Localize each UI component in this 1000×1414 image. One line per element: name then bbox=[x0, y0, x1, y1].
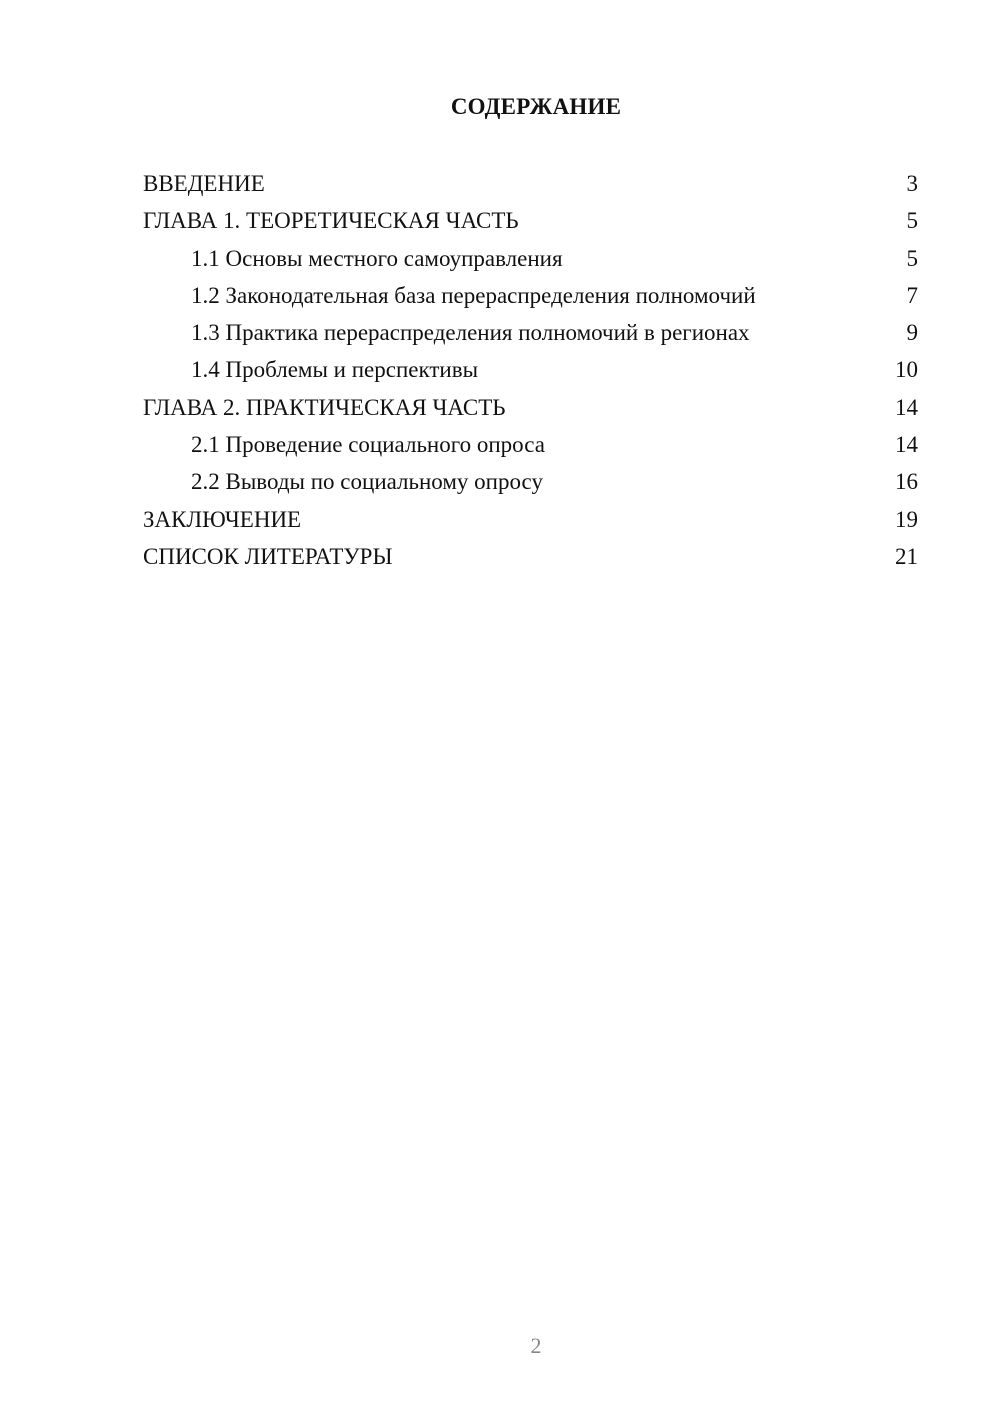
toc-entry-page: 21 bbox=[895, 543, 918, 569]
toc-entry-page: 5 bbox=[906, 245, 918, 271]
toc-entry-label: ГЛАВА 2. ПРАКТИЧЕСКАЯ ЧАСТЬ bbox=[143, 394, 506, 420]
toc-entry-label: 1.4 Проблемы и перспективы bbox=[191, 357, 479, 383]
toc-entry-label: 2.2 Выводы по социальному опросу bbox=[191, 469, 543, 495]
page-number: 2 bbox=[530, 1333, 542, 1358]
toc-entry-label: 2.1 Проведение социального опроса bbox=[191, 432, 545, 458]
toc-entry-page: 14 bbox=[895, 394, 918, 420]
toc-entry-page: 5 bbox=[906, 208, 918, 234]
toc-entry-page: 3 bbox=[906, 171, 918, 196]
toc-entry-page: 9 bbox=[906, 320, 918, 346]
toc-entry-section-1-1[interactable] bbox=[143, 243, 918, 280]
toc-entry-page: 16 bbox=[895, 469, 918, 495]
toc-entry-introduction[interactable] bbox=[143, 168, 918, 205]
toc-entry-label: ЗАКЛЮЧЕНИЕ bbox=[143, 506, 302, 532]
toc-entry-page: 19 bbox=[895, 506, 918, 532]
toc-title: СОДЕРЖАНИЕ bbox=[450, 94, 622, 119]
toc-entry-label: 1.3 Практика перераспределения полномочий в регионах bbox=[191, 320, 750, 346]
toc-entry-conclusion[interactable] bbox=[143, 504, 918, 541]
toc-entry-references[interactable] bbox=[143, 541, 918, 578]
toc-entry-chapter-1[interactable] bbox=[143, 205, 918, 242]
toc-entry-label: 1.1 Основы местного самоуправления bbox=[191, 245, 563, 271]
toc-entry-section-2-2[interactable] bbox=[143, 466, 918, 503]
toc-entry-section-1-2[interactable] bbox=[143, 280, 918, 317]
toc-entry-chapter-2[interactable] bbox=[143, 392, 918, 429]
toc-entry-page: 10 bbox=[895, 357, 918, 383]
toc-entry-section-1-3[interactable] bbox=[143, 317, 918, 354]
toc-entry-label: ВВЕДЕНИЕ bbox=[143, 171, 265, 196]
toc-entry-section-1-4[interactable] bbox=[143, 354, 918, 391]
toc-entry-page: 14 bbox=[895, 432, 918, 458]
table-of-contents bbox=[143, 168, 918, 578]
toc-entry-section-2-1[interactable] bbox=[143, 429, 918, 466]
toc-entry-label: СПИСОК ЛИТЕРАТУРЫ bbox=[143, 543, 393, 569]
toc-entry-page: 7 bbox=[906, 282, 918, 308]
toc-entry-label: 1.2 Законодательная база перераспределения полномочий bbox=[191, 282, 756, 308]
toc-entry-label: ГЛАВА 1. ТЕОРЕТИЧЕСКАЯ ЧАСТЬ bbox=[143, 208, 519, 234]
